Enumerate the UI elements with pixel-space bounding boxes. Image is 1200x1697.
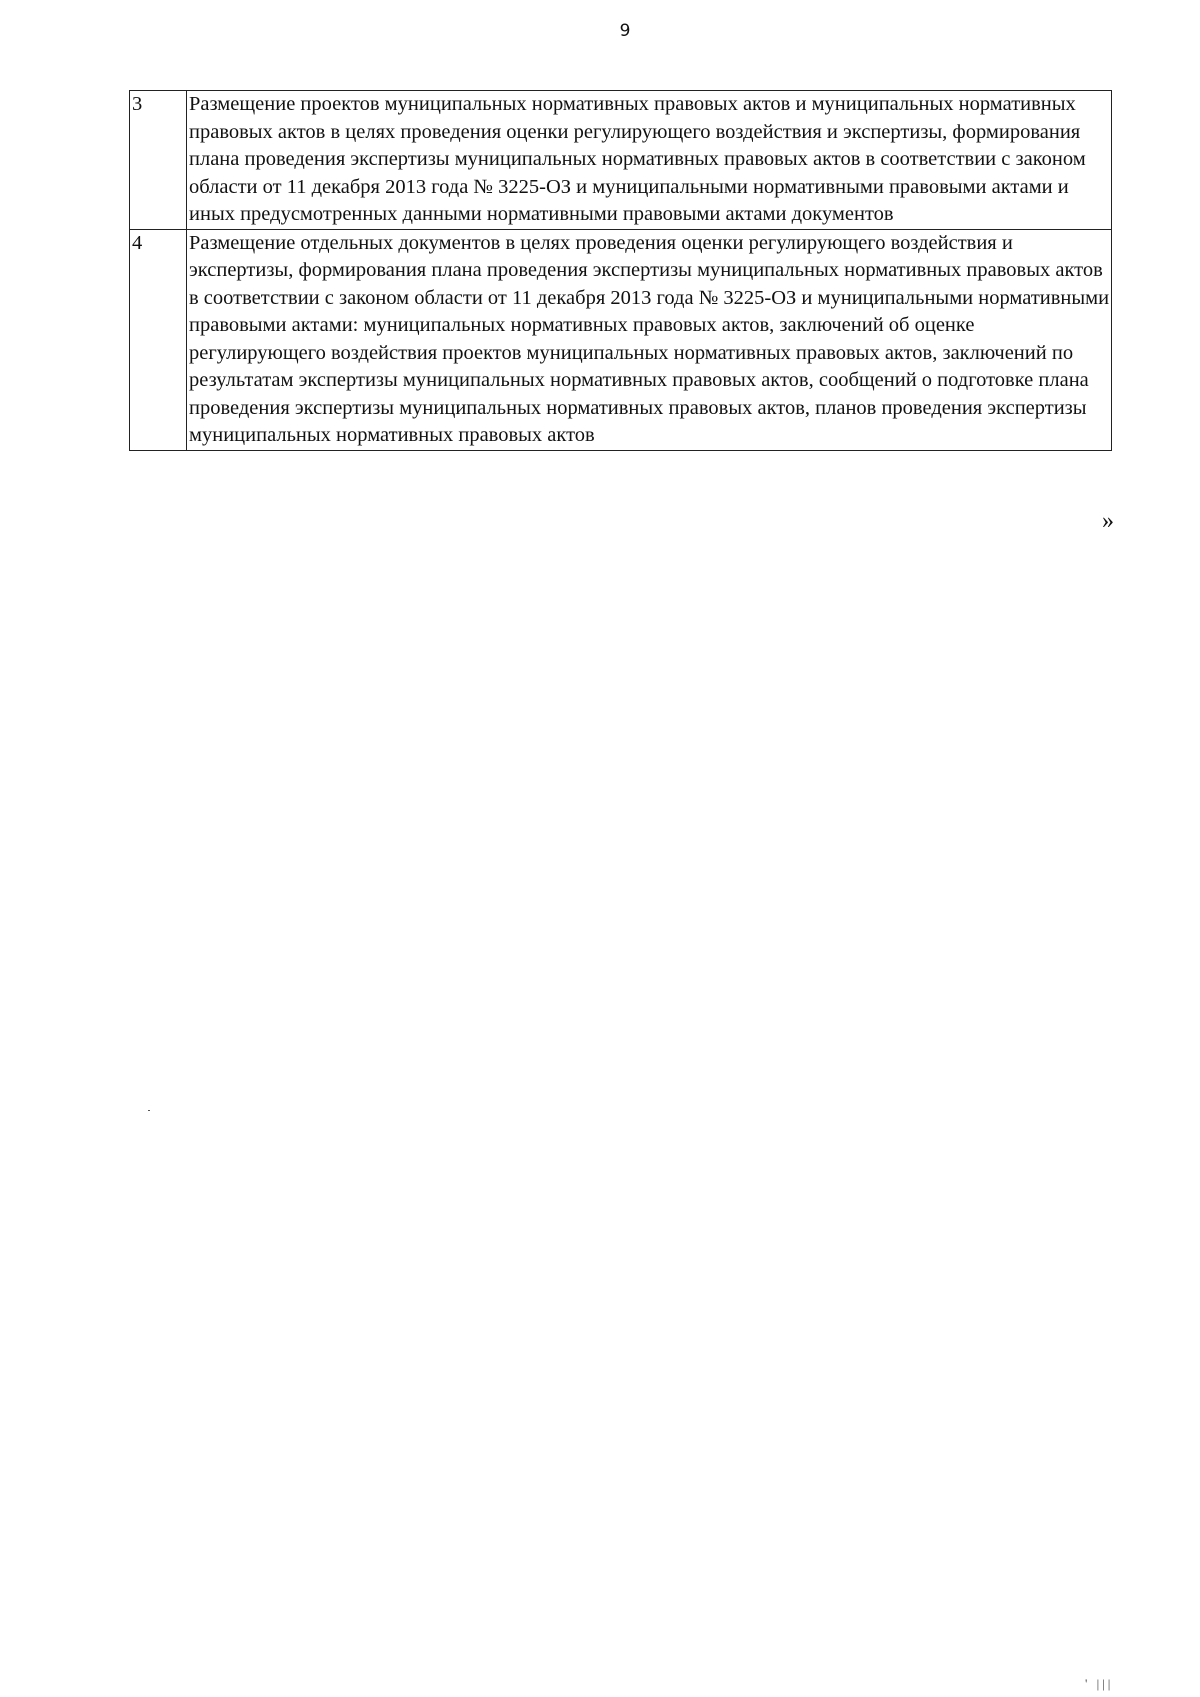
table-row (130, 229, 1112, 450)
row-number-cell: 4 (130, 229, 187, 450)
document-table (129, 90, 1112, 451)
page-number: 9 (619, 21, 631, 41)
scan-edge-mark: ' ||| (1085, 1676, 1114, 1691)
row-number-cell: 3 (130, 91, 187, 230)
table-row (130, 91, 1112, 230)
row-text-cell: Размещение отдельных документов в целях проведения оценки регулирующего воздействия и экспертизы, формирования плана проведения экспертизы муниципальных нормативных правовых актов в соответствии с законом области от 11 декабря 2013 года № 3225-ОЗ и муниципальными нормативными правовыми актами: муниципальных нормативных правовых актов, заключений об оценке регулирующего воздействия проектов муниципальных нормативных правовых актов, заключений по результатам экспертизы муниципальных нормативных правовых актов, сообщений о подготовке плана проведения экспертизы муниципальных нормативных правовых актов, планов проведения экспертизы муниципальных нормативных правовых актов (187, 229, 1112, 450)
closing-quote: » (1102, 508, 1114, 534)
row-text-cell: Размещение проектов муниципальных нормативных правовых актов и муниципальных нормативных правовых актов в целях проведения оценки регулирующего воздействия и экспертизы, формирования плана проведения экспертизы муниципальных нормативных правовых актов в соответствии с законом области от 11 декабря 2013 года № 3225-ОЗ и муниципальными нормативными правовыми актами и иных предусмотренных данными нормативными правовыми актами документов (187, 91, 1112, 230)
scan-speck (148, 1110, 150, 1111)
